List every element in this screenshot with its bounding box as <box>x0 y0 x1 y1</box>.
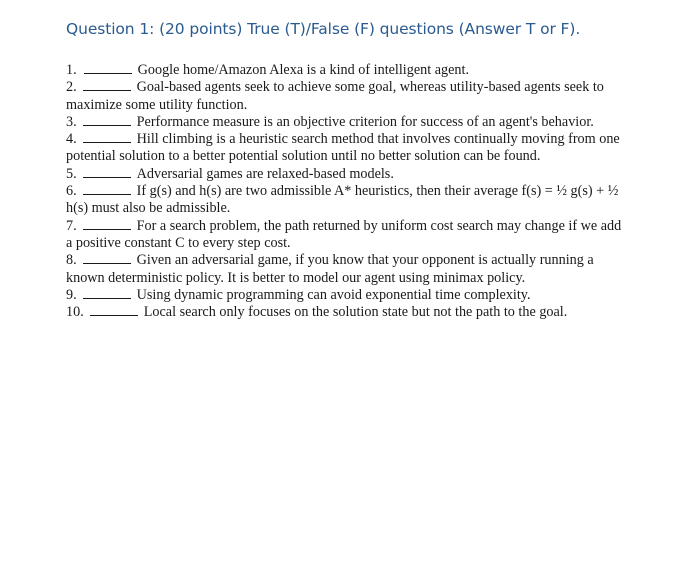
answer-blank[interactable] <box>83 183 131 195</box>
question-item <box>66 218 666 235</box>
question-item <box>66 79 666 96</box>
question-number: 1. <box>66 62 77 78</box>
answer-blank[interactable] <box>83 166 131 178</box>
answer-blank[interactable] <box>83 79 131 91</box>
question-text: For a search problem, the path returned by uniform cost search may change if we add <box>136 217 622 234</box>
question-item <box>66 114 666 131</box>
question-number: 3. <box>66 113 77 130</box>
question-text: Local search only focuses on the solution state but not the path to the goal. <box>143 304 568 321</box>
question-text: Performance measure is an objective criterion for success of an agent's behavior. <box>136 113 594 130</box>
question-continuation: maximize some utility function. <box>66 96 248 113</box>
question-number: 5. <box>66 165 77 182</box>
answer-blank[interactable] <box>83 218 131 230</box>
answer-blank[interactable] <box>90 304 138 316</box>
question-number: 10. <box>66 304 84 321</box>
question-item <box>66 304 666 321</box>
question-item <box>66 166 666 183</box>
question-number: 8. <box>66 252 77 269</box>
question-item <box>66 62 666 79</box>
question-continuation: h(s) must also be admissible. <box>66 200 231 217</box>
question-item <box>66 131 666 148</box>
question-text: If g(s) and h(s) are two admissible A* heuristics, then their average f(s) = ½ g(s) + ½ <box>136 183 619 200</box>
question-item <box>66 183 666 200</box>
answer-blank[interactable] <box>84 62 132 74</box>
question-continuation: a positive constant C to every step cost. <box>66 234 291 251</box>
question-text: Using dynamic programming can avoid exponential time complexity. <box>136 286 531 303</box>
question-continuation: known deterministic policy. It is better to model our agent using minimax policy. <box>66 269 526 286</box>
question-continuation: potential solution to a better potential solution until no better solution can be found. <box>66 148 541 165</box>
question-number: 2. <box>66 79 77 96</box>
question-text: Given an adversarial game, if you know that your opponent is actually running a <box>136 252 594 269</box>
question-item <box>66 252 666 269</box>
question-text: Google home/Amazon Alexa is a kind of intelligent agent. <box>137 62 469 78</box>
question-number: 4. <box>66 131 77 148</box>
answer-blank[interactable] <box>83 287 131 299</box>
question-text: Adversarial games are relaxed-based models. <box>136 165 394 182</box>
question-heading: Question 1: (20 points) True (T)/False (F) questions (Answer T or F). <box>66 20 581 38</box>
answer-blank[interactable] <box>83 131 131 143</box>
question-number: 6. <box>66 183 77 200</box>
question-number: 7. <box>66 217 77 234</box>
question-text: Goal-based agents seek to achieve some goal, whereas utility-based agents seek to <box>136 79 604 96</box>
question-item <box>66 287 666 304</box>
question-text: Hill climbing is a heuristic search method that involves continually moving from one <box>136 131 620 148</box>
question-number: 9. <box>66 286 77 303</box>
question-list <box>66 62 666 321</box>
answer-blank[interactable] <box>83 114 131 126</box>
answer-blank[interactable] <box>83 252 131 264</box>
